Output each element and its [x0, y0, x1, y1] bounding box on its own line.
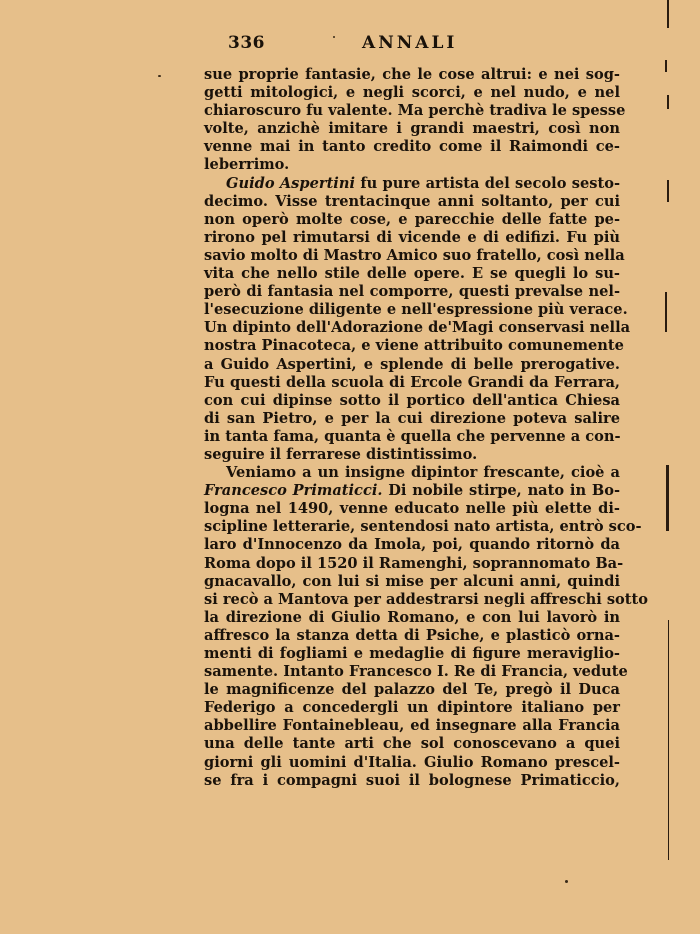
line-text: samente. Intanto Francesco I. Re di Francia, vedute — [204, 663, 628, 681]
running-title: ANNALI — [362, 33, 458, 53]
text-line — [204, 211, 620, 229]
text-line — [204, 536, 620, 554]
text-line — [204, 464, 620, 482]
line-text: la direzione di Giulio Romano, e con lui lavorò in — [204, 608, 620, 626]
line-text: logna nel 1490, venne educato nelle più elette di- — [204, 500, 620, 518]
text-line — [204, 446, 620, 464]
text-line — [204, 301, 628, 319]
text-line — [204, 156, 620, 174]
scan-speck — [565, 880, 568, 883]
text-line — [204, 681, 620, 699]
text-line — [204, 482, 620, 500]
text-line — [204, 229, 620, 247]
text-line — [204, 193, 620, 211]
line-text: rirono pel rimutarsi di vicende e di edifizi. Fu più — [204, 228, 620, 246]
text-line — [204, 392, 620, 410]
line-text: in tanta fama, quanta è quella che pervenne a con- — [204, 427, 621, 445]
text-line — [204, 554, 624, 573]
text-line — [204, 663, 628, 681]
text-line — [204, 518, 642, 536]
line-text: venne mai in tanto credito come il Raimondi ce- — [204, 138, 620, 156]
line-text: decimo. Visse trentacinque anni soltanto, per cui — [204, 192, 620, 210]
text-line — [204, 645, 620, 663]
line-text: si recò a Mantova per addestrarsi negli affreschi sotto — [204, 590, 648, 608]
scan-artifact-line — [667, 180, 669, 202]
line-text: le magnificenze del palazzo del Te, pregò il Duca — [204, 681, 620, 699]
scan-artifact-line — [667, 0, 669, 28]
text-line — [204, 246, 625, 265]
line-text: nostra Pinacoteca, e viene attribuito comunemente — [204, 337, 624, 355]
scan-artifact-line — [666, 465, 669, 531]
line-text: fu pure artista del secolo sesto- — [355, 174, 620, 192]
line-text: seguire il ferrarese distintissimo. — [204, 445, 478, 463]
text-line — [204, 319, 631, 337]
line-text: chiaroscuro fu valente. Ma perchè tradiva le spesse — [204, 102, 626, 120]
text-line — [204, 573, 620, 591]
text-line — [204, 627, 620, 645]
line-text: sue proprie fantasie, che le cose altrui: e nei sog- — [204, 66, 620, 83]
text-line — [204, 265, 620, 283]
line-text: se fra i compagni suoi il bolognese Primaticcio, — [204, 771, 620, 789]
scan-artifact-line — [668, 620, 669, 860]
text-line — [204, 138, 620, 156]
text-line — [204, 283, 620, 301]
text-line — [204, 428, 620, 446]
line-text: abbellire Fontainebleau, ed insegnare alla Francia — [204, 717, 620, 735]
line-text: scipline letterarie, sentendosi nato artista, entrò sco- — [204, 518, 642, 536]
line-text: volte, anzichè imitare i grandi maestri, così non — [204, 120, 620, 138]
line-text: una delle tante arti che sol conoscevano a quei — [204, 735, 620, 753]
line-text: gnacavallo, con lui si mise per alcuni anni, quindi — [204, 572, 620, 590]
line-text: Federigo a concedergli un dipintore italiano per — [204, 699, 620, 717]
line-text: di san Pietro, e per la cui direzione poteva salire — [204, 409, 620, 427]
text-line — [204, 120, 620, 138]
scan-artifact-line — [665, 292, 667, 332]
page-header — [208, 33, 618, 55]
scan-artifact-line — [667, 95, 669, 109]
text-line — [204, 175, 620, 193]
line-text: Di nobile stirpe, nato in Bo- — [382, 482, 621, 500]
body-text — [204, 66, 648, 790]
line-text: leberrimo. — [204, 156, 290, 174]
line-text: Fu questi della scuola di Ercole Grandi da Ferrara, — [204, 373, 620, 391]
text-line — [204, 356, 620, 374]
scan-artifact-line — [665, 60, 667, 72]
italic-name: Francesco Primaticci. — [204, 482, 383, 500]
line-text: affresco la stanza detta di Psiche, e plasticò orna- — [204, 626, 620, 644]
text-line — [204, 717, 620, 735]
text-line — [204, 699, 620, 717]
italic-name: Guido Aspertini — [226, 174, 356, 192]
scan-speck — [158, 75, 161, 77]
text-line — [204, 609, 620, 627]
line-text: vita che nello stile delle opere. E se quegli lo su- — [204, 265, 620, 283]
line-text: con cui dipinse sotto il portico dell'antica Chiesa — [204, 391, 620, 409]
line-text: Un dipinto dell'Adorazione de'Magi conservasi nella — [204, 319, 631, 337]
text-line — [204, 410, 620, 428]
text-line — [204, 337, 624, 355]
text-line — [204, 735, 620, 753]
text-line — [204, 84, 620, 102]
line-text: l'esecuzione diligente e nell'espressione più verace. — [204, 301, 628, 319]
line-text: laro d'Innocenzo da Imola, poi, quando ritornò da — [204, 536, 620, 554]
line-text: menti di fogliami e medaglie di figure meraviglio- — [204, 645, 620, 662]
line-text: giorni gli uomini d'Italia. Giulio Romano prescel- — [204, 753, 620, 771]
line-text: Roma dopo il 1520 il Ramenghi, soprannomato Ba- — [204, 554, 624, 572]
page-number: 336 — [228, 33, 265, 53]
line-text: Veniamo a un insigne dipintor frescante, cioè a — [226, 464, 620, 482]
text-line — [204, 754, 620, 772]
text-line — [204, 102, 626, 120]
text-line — [204, 66, 620, 84]
text-line — [204, 374, 620, 392]
text-line — [204, 590, 648, 609]
line-text: getti mitologici, e negli scorci, e nel nudo, e nel — [204, 84, 620, 102]
text-line — [204, 772, 620, 790]
line-text: non operò molte cose, e parecchie delle fatte pe- — [204, 210, 620, 228]
scan-speck — [333, 36, 335, 38]
line-text: a Guido Aspertini, e splende di belle prerogative. — [204, 355, 620, 373]
line-text: però di fantasia nel comporre, questi prevalse nel- — [204, 283, 620, 301]
line-text: savio molto di Mastro Amico suo fratello, così nella — [204, 246, 625, 264]
text-line — [204, 500, 620, 518]
